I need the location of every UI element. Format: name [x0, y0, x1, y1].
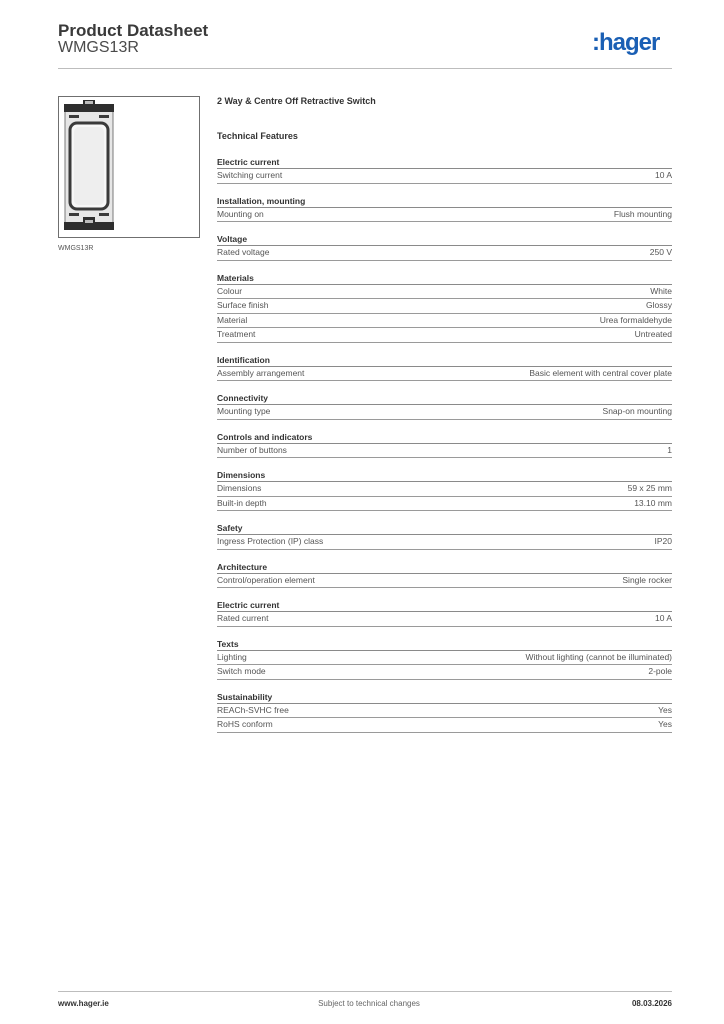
spec-row	[217, 444, 672, 459]
spec-row	[217, 285, 672, 300]
spec-label: Switching current	[217, 170, 283, 180]
spec-label: Rated current	[217, 613, 269, 623]
spec-value: IP20	[654, 536, 672, 546]
section-title: Dimensions	[217, 469, 672, 482]
spec-row	[217, 497, 672, 512]
spec-row	[217, 612, 672, 627]
spec-value: Urea formaldehyde	[599, 314, 672, 325]
spec-label: Rated voltage	[217, 247, 270, 257]
spec-section	[217, 691, 672, 733]
section-title: Safety	[217, 522, 672, 535]
header-divider	[58, 68, 672, 69]
spec-row	[217, 405, 672, 420]
spec-row	[217, 535, 672, 550]
spec-section	[217, 561, 672, 589]
footer-divider	[58, 991, 672, 992]
spec-label: Surface finish	[217, 300, 269, 310]
image-caption: WMGS13R	[58, 245, 94, 252]
spec-row	[217, 299, 672, 314]
spec-row	[217, 169, 672, 184]
spec-value: Snap-on mounting	[602, 406, 672, 416]
spec-value: Yes	[658, 719, 672, 729]
spec-value: Single rocker	[622, 574, 672, 585]
spec-row	[217, 665, 672, 680]
spec-value: 1	[667, 444, 672, 455]
spec-section	[217, 156, 672, 184]
section-title: Texts	[217, 638, 672, 651]
spec-section	[217, 431, 672, 459]
spec-row	[217, 704, 672, 719]
footer-website: www.hager.ie	[58, 999, 109, 1008]
section-title: Connectivity	[217, 392, 672, 405]
spec-label: Colour	[217, 285, 243, 296]
spec-value: 10 A	[654, 170, 672, 180]
spec-row	[217, 208, 672, 223]
spec-panel	[217, 96, 672, 744]
section-title: Electric current	[217, 599, 672, 612]
spec-label: Mounting on	[217, 208, 264, 219]
section-title: Sustainability	[217, 691, 672, 704]
spec-label: REACh-SVHC free	[217, 704, 289, 715]
spec-value: 2-pole	[648, 666, 672, 676]
spec-section	[217, 469, 672, 511]
page-title: Product Datasheet	[58, 21, 209, 40]
spec-row	[217, 651, 672, 666]
spec-section	[217, 272, 672, 343]
logo-text: :hager	[592, 29, 660, 56]
product-image	[58, 96, 200, 238]
spec-value: Flush mounting	[613, 208, 672, 219]
spec-value: White	[650, 285, 672, 296]
spec-label: RoHS conform	[217, 719, 273, 729]
section-title: Architecture	[217, 561, 672, 574]
spec-section	[217, 522, 672, 550]
spec-section	[217, 195, 672, 223]
section-title: Identification	[217, 354, 672, 367]
spec-value: 250 V	[649, 247, 672, 257]
spec-label: Control/operation element	[217, 574, 315, 585]
spec-section	[217, 638, 672, 680]
spec-label: Assembly arrangement	[217, 367, 305, 378]
spec-label: Lighting	[217, 651, 247, 662]
spec-section	[217, 392, 672, 420]
section-title: Electric current	[217, 156, 672, 169]
spec-value: Without lighting (cannot be illuminated)	[525, 651, 672, 662]
spec-row	[217, 482, 672, 497]
product-code: WMGS13R	[58, 39, 139, 56]
spec-value: Basic element with central cover plate	[529, 367, 672, 378]
spec-section	[217, 599, 672, 627]
technical-features-title: Technical Features	[217, 131, 298, 141]
spec-value: 13.10 mm	[634, 497, 672, 508]
spec-row	[217, 367, 672, 382]
section-title: Materials	[217, 272, 672, 285]
spec-label: Number of buttons	[217, 444, 287, 455]
footer-date: 08.03.2026	[631, 999, 672, 1008]
spec-label: Mounting type	[217, 406, 271, 416]
spec-label: Treatment	[217, 329, 256, 339]
spec-value: 59 x 25 mm	[627, 483, 672, 493]
spec-label: Switch mode	[217, 666, 266, 676]
spec-row	[217, 328, 672, 343]
spec-value: Glossy	[646, 300, 672, 310]
spec-row	[217, 718, 672, 733]
spec-sections	[217, 156, 672, 733]
spec-value: Untreated	[634, 329, 672, 339]
section-title: Controls and indicators	[217, 431, 672, 444]
spec-row	[217, 246, 672, 261]
section-title: Installation, mounting	[217, 195, 672, 208]
footer-notice: Subject to technical changes	[318, 999, 420, 1008]
product-name: 2 Way & Centre Off Retractive Switch	[217, 96, 376, 106]
spec-section	[217, 233, 672, 261]
section-title: Voltage	[217, 233, 672, 246]
hager-logo	[592, 28, 674, 58]
spec-label: Dimensions	[217, 483, 262, 493]
spec-row	[217, 314, 672, 329]
spec-row	[217, 574, 672, 589]
spec-value: Yes	[658, 704, 672, 715]
spec-value: 10 A	[654, 613, 672, 623]
switch-illustration	[59, 97, 199, 237]
spec-label: Built-in depth	[217, 497, 267, 508]
spec-section	[217, 354, 672, 382]
spec-label: Ingress Protection (IP) class	[217, 536, 324, 546]
spec-label: Material	[217, 314, 248, 325]
